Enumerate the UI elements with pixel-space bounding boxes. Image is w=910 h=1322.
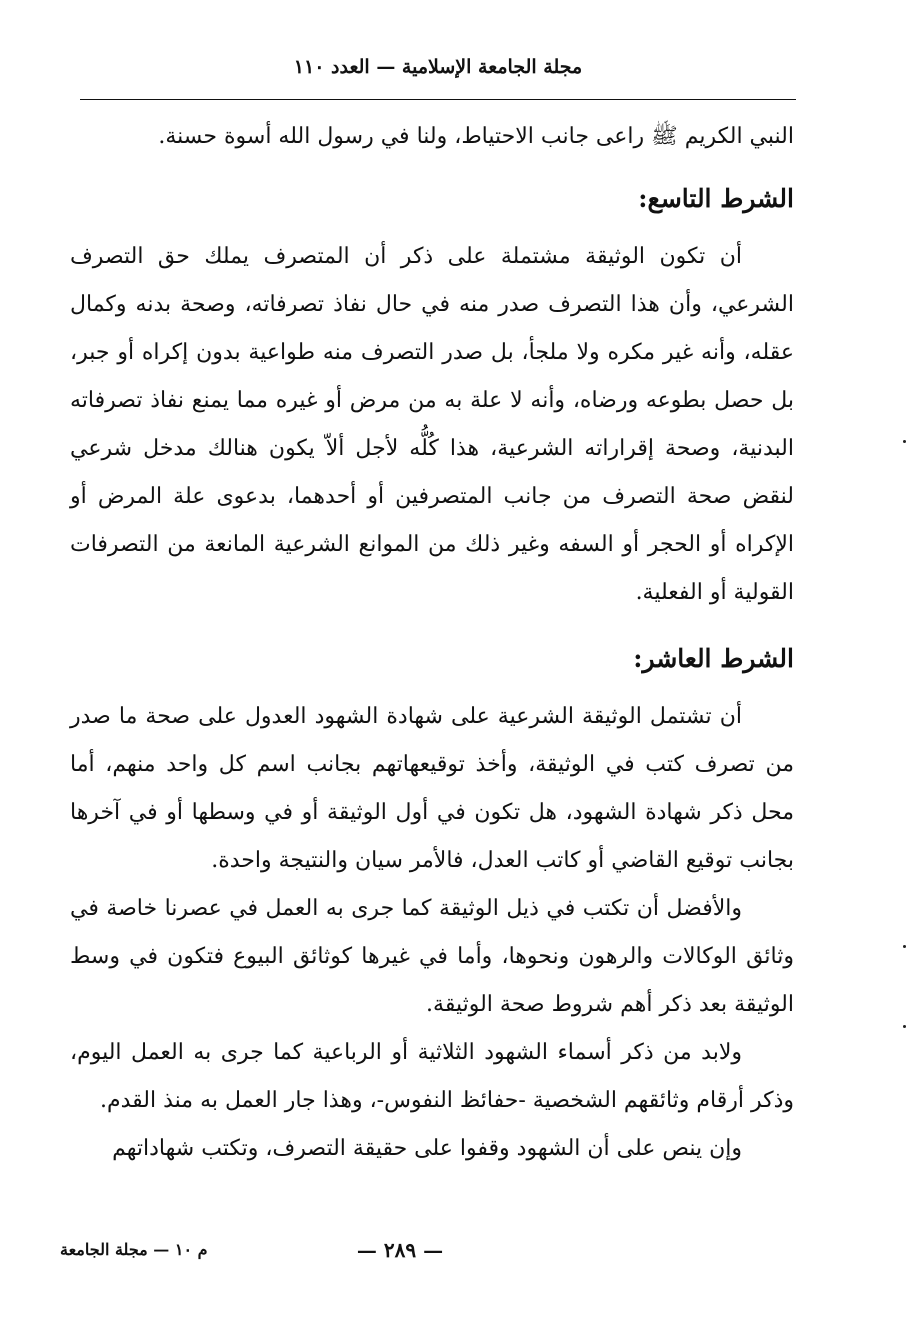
paragraph-tenth-condition-3: ولابد من ذكر أسماء الشهود الثلاثية أو الرباعية كما جرى به العمل اليوم، وذكر أرقام وثائقهم الشخصية -حفائظ النفوس-، وهذا جار العمل به منذ القدم. <box>70 1040 794 1113</box>
paragraph-tenth-condition-4: وإن ينص على أن الشهود وقفوا على حقيقة التصرف، وتكتب شهاداتهم <box>112 1136 742 1161</box>
article-body <box>70 113 794 1173</box>
margin-dot <box>903 440 906 443</box>
margin-dot <box>903 1025 906 1028</box>
running-title: مجلة الجامعة الإسلامية — العدد ١١٠ <box>293 56 583 78</box>
intro-line: النبي الكريم ﷺ راعى جانب الاحتياط، ولنا في رسول الله أسوة حسنة. <box>158 124 794 149</box>
paragraph-tenth-condition-1: أن تشتمل الوثيقة الشرعية على شهادة الشهود العدول على صحة ما صدر من تصرف كتب في الوثيقة، وأخذ توقيعهاتهم بجانب اسم كل واحد منهم، أما محل ذكر شهادة الشهود، هل تكون في أول الوثيقة أو في وسطها أو في آخرها بجانب توقيع القاضي أو كاتب العدل، فالأمر سيان والنتيجة واحدة. <box>70 704 794 873</box>
header-rule <box>80 99 796 100</box>
paragraph-tenth-condition-2: والأفضل أن تكتب في ذيل الوثيقة كما جرى به العمل في عصرنا خاصة في وثائق الوكالات والرهون ونحوها، وأما في غيرها كوثائق البيوع فتكون في وسط الوثيقة بعد ذكر أهم شروط صحة الوثيقة. <box>70 896 794 1017</box>
page-number: — ٢٨٩ — <box>356 1238 444 1262</box>
margin-dot <box>903 945 906 948</box>
section-heading-tenth-condition: الشرط العاشر: <box>633 644 794 673</box>
section-heading-ninth-condition: الشرط التاسع: <box>638 184 794 213</box>
signature-mark: م ١٠ — مجلة الجامعة <box>60 1240 208 1259</box>
paragraph-ninth-condition: أن تكون الوثيقة مشتملة على ذكر أن المتصرف يملك حق التصرف الشرعي، وأن هذا التصرف صدر منه في حال نفاذ تصرفاته، وصحة بدنه وكمال عقله، وأنه غير مكره ولا ملجأ، بل صدر التصرف منه طواعية بدون إكراه أو جبر، بل حصل بطوعه ورضاه، وأنه لا علة به من مرض أو غيره مما يمنع نفاذ تصرفاته البدنية، وصحة إقراراته الشرعية، هذا كُلُّه لأجل ألاّ يكون هنالك مدخل شرعي لنقض صحة التصرف من جانب المتصرفين أو أحدهما، بدعوى علة المرض أو الإكراه أو الحجر أو السفه وغير ذلك من الموانع الشرعية المانعة من التصرفات القولية أو الفعلية. <box>70 244 794 605</box>
